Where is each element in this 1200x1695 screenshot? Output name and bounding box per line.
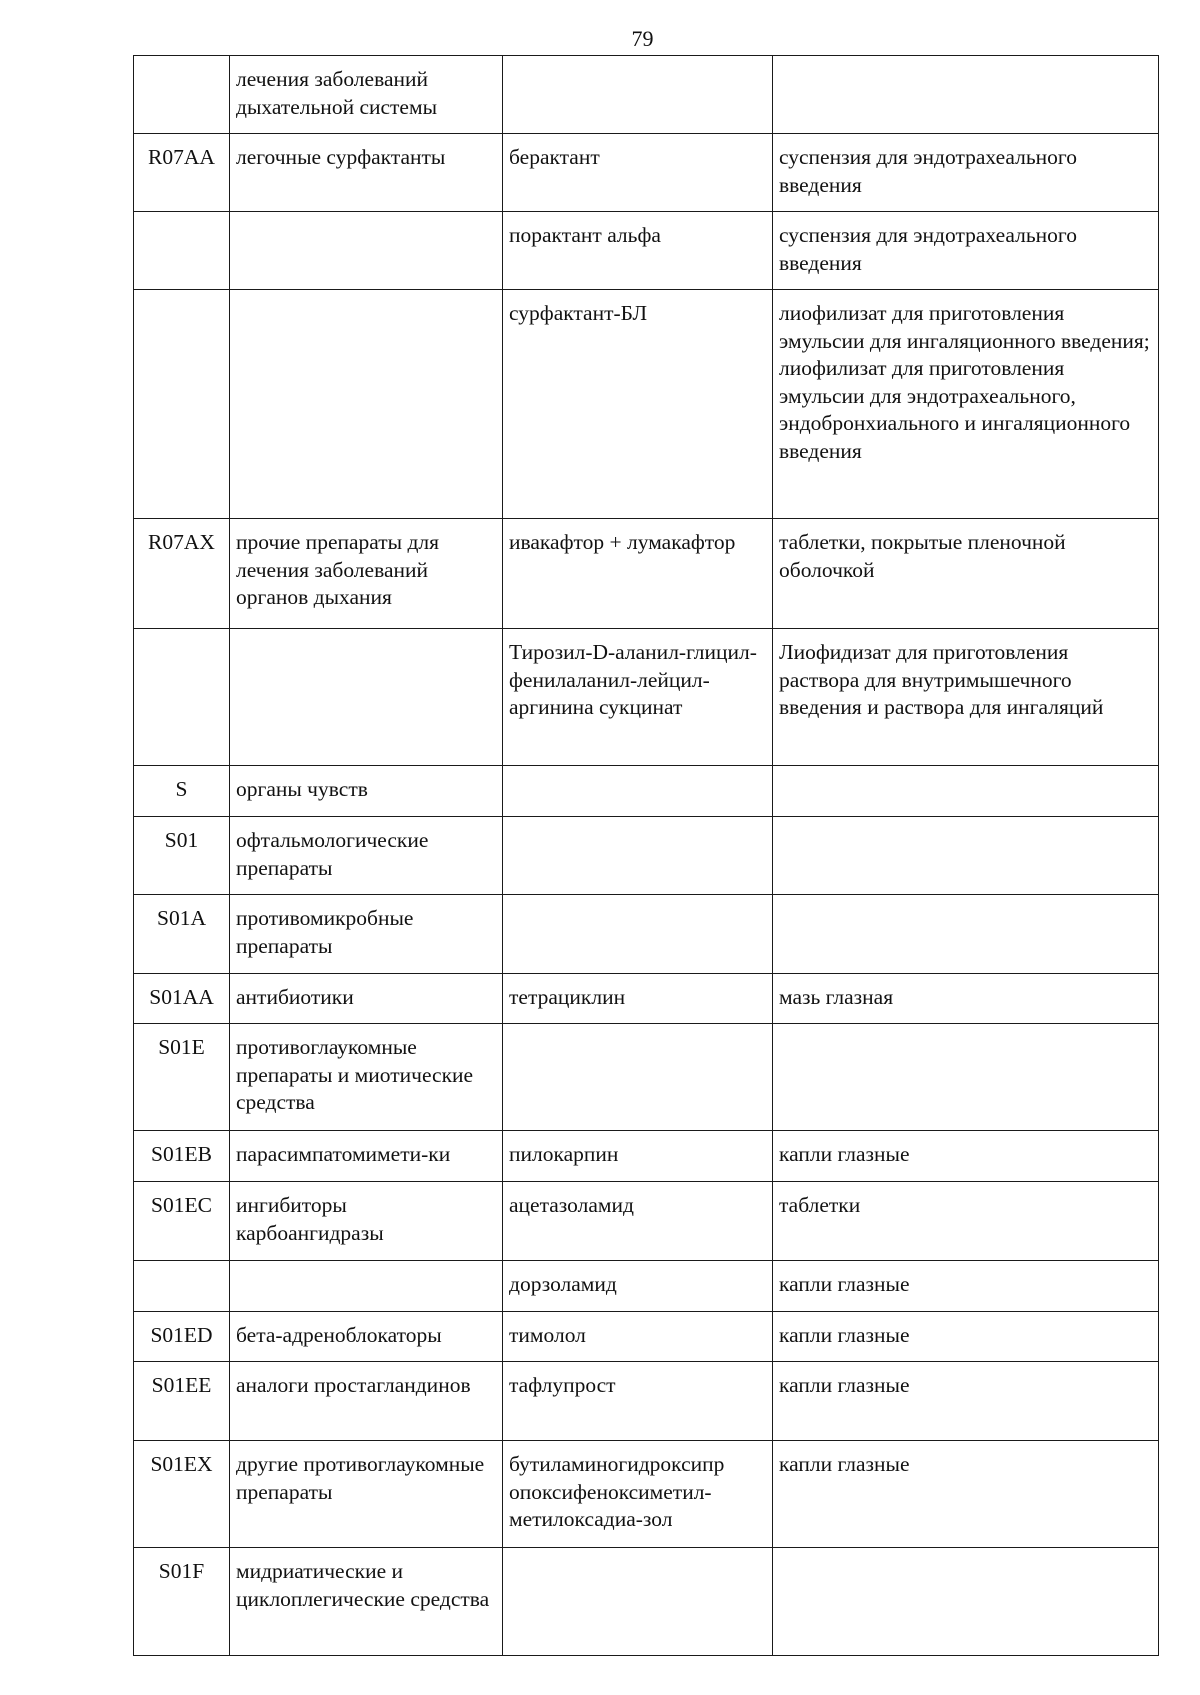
atc-code-cell: S01EB — [134, 1131, 230, 1182]
atc-code-cell: S01A — [134, 895, 230, 974]
drug-name-cell: берактант — [503, 134, 773, 212]
dosage-form-cell — [773, 817, 1159, 895]
drug-name-cell: дорзоламид — [503, 1261, 773, 1312]
dosage-form-cell — [773, 56, 1159, 134]
table-body — [134, 56, 1159, 1656]
atc-code-cell: S01 — [134, 817, 230, 895]
drug-name-cell: ивакафтор + лумакафтор — [503, 519, 773, 629]
anatomical-group-cell: лечения заболеваний дыхательной системы — [230, 56, 503, 134]
drug-name-cell — [503, 56, 773, 134]
table-row — [134, 629, 1159, 766]
drug-name-cell: тафлупрост — [503, 1362, 773, 1441]
anatomical-group-cell: парасимпатомимети-ки — [230, 1131, 503, 1182]
anatomical-group-cell: противоглаукомные препараты и миотические средства — [230, 1024, 503, 1131]
anatomical-group-cell: офтальмологические препараты — [230, 817, 503, 895]
dosage-form-cell: капли глазные — [773, 1131, 1159, 1182]
anatomical-group-cell — [230, 1261, 503, 1312]
atc-code-cell — [134, 212, 230, 290]
table-row — [134, 766, 1159, 817]
atc-code-cell — [134, 290, 230, 519]
dosage-form-line: лиофилизат для приготовления эмульсии для эндотрахеального, эндобронхиального и ингаляционного введения — [779, 356, 1131, 463]
atc-code-cell: S01EE — [134, 1362, 230, 1441]
atc-code-cell: S01EC — [134, 1182, 230, 1261]
atc-code-cell: S01E — [134, 1024, 230, 1131]
table-row — [134, 1362, 1159, 1441]
dosage-form-line: лиофилизат для приготовления эмульсии для ингаляционного введения; — [779, 301, 1150, 353]
drug-name-cell: тетрациклин — [503, 974, 773, 1024]
anatomical-group-cell: ингибиторы карбоангидразы — [230, 1182, 503, 1261]
anatomical-group-cell: легочные сурфактанты — [230, 134, 503, 212]
table-row — [134, 1548, 1159, 1656]
drug-name-cell — [503, 817, 773, 895]
dosage-form-cell — [773, 1024, 1159, 1131]
anatomical-group-cell: бета-адреноблокаторы — [230, 1312, 503, 1362]
anatomical-group-cell — [230, 212, 503, 290]
table-row — [134, 56, 1159, 134]
atc-code-cell: S01F — [134, 1548, 230, 1656]
atc-code-cell — [134, 1261, 230, 1312]
drug-name-cell: тимолол — [503, 1312, 773, 1362]
dosage-form-cell: Лиофидизат для приготовления раствора для внутримышечного введения и раствора для ингаляций — [773, 629, 1159, 766]
dosage-form-cell — [773, 1548, 1159, 1656]
table-row — [134, 817, 1159, 895]
dosage-form-cell — [773, 290, 1159, 519]
anatomical-group-cell: антибиотики — [230, 974, 503, 1024]
table-row — [134, 1024, 1159, 1131]
anatomical-group-cell: прочие препараты для лечения заболеваний органов дыхания — [230, 519, 503, 629]
atc-code-cell: R07AA — [134, 134, 230, 212]
page-number: 79 — [631, 26, 654, 51]
dosage-form-cell: таблетки, покрытые пленочной оболочкой — [773, 519, 1159, 629]
drug-name-cell — [503, 766, 773, 817]
drug-classification-table — [133, 55, 1159, 1656]
drug-name-cell — [503, 1548, 773, 1656]
atc-code-cell — [134, 56, 230, 134]
anatomical-group-cell: мидриатические и циклоплегические средства — [230, 1548, 503, 1656]
drug-name-cell: пилокарпин — [503, 1131, 773, 1182]
dosage-form-cell — [773, 895, 1159, 974]
anatomical-group-cell: органы чувств — [230, 766, 503, 817]
atc-code-cell: R07AX — [134, 519, 230, 629]
table-row — [134, 212, 1159, 290]
drug-name-cell: Тирозил-D-аланил-глицил-фенилаланил-лейцил-аргинина сукцинат — [503, 629, 773, 766]
table-row — [134, 1441, 1159, 1548]
drug-name-cell: сурфактант-БЛ — [503, 290, 773, 519]
atc-code-cell: S — [134, 766, 230, 817]
table-row — [134, 519, 1159, 629]
drug-name-cell — [503, 895, 773, 974]
anatomical-group-cell: противомикробные препараты — [230, 895, 503, 974]
table-row — [134, 1312, 1159, 1362]
table-row — [134, 895, 1159, 974]
dosage-form-cell — [773, 766, 1159, 817]
dosage-form-cell: капли глазные — [773, 1362, 1159, 1441]
dosage-form-cell: капли глазные — [773, 1441, 1159, 1548]
table-row — [134, 1182, 1159, 1261]
drug-name-cell: ацетазоламид — [503, 1182, 773, 1261]
anatomical-group-cell: аналоги простагландинов — [230, 1362, 503, 1441]
atc-code-cell: S01EX — [134, 1441, 230, 1548]
anatomical-group-cell: другие противоглаукомные препараты — [230, 1441, 503, 1548]
drug-name-cell: бутиламиногидроксипр опоксифеноксиметил-метилоксадиа-зол — [503, 1441, 773, 1548]
atc-code-cell — [134, 629, 230, 766]
table-row — [134, 974, 1159, 1024]
atc-code-cell: S01AA — [134, 974, 230, 1024]
dosage-form-cell: суспензия для эндотрахеального введения — [773, 212, 1159, 290]
drug-name-cell — [503, 1024, 773, 1131]
table-row — [134, 134, 1159, 212]
dosage-form-cell: мазь глазная — [773, 974, 1159, 1024]
dosage-form-cell: таблетки — [773, 1182, 1159, 1261]
anatomical-group-cell — [230, 290, 503, 519]
table-row — [134, 1131, 1159, 1182]
drug-name-cell: порактант альфа — [503, 212, 773, 290]
dosage-form-cell: капли глазные — [773, 1261, 1159, 1312]
dosage-form-cell: капли глазные — [773, 1312, 1159, 1362]
table-row — [134, 290, 1159, 519]
atc-code-cell: S01ED — [134, 1312, 230, 1362]
dosage-form-cell: суспензия для эндотрахеального введения — [773, 134, 1159, 212]
table-row — [134, 1261, 1159, 1312]
anatomical-group-cell — [230, 629, 503, 766]
